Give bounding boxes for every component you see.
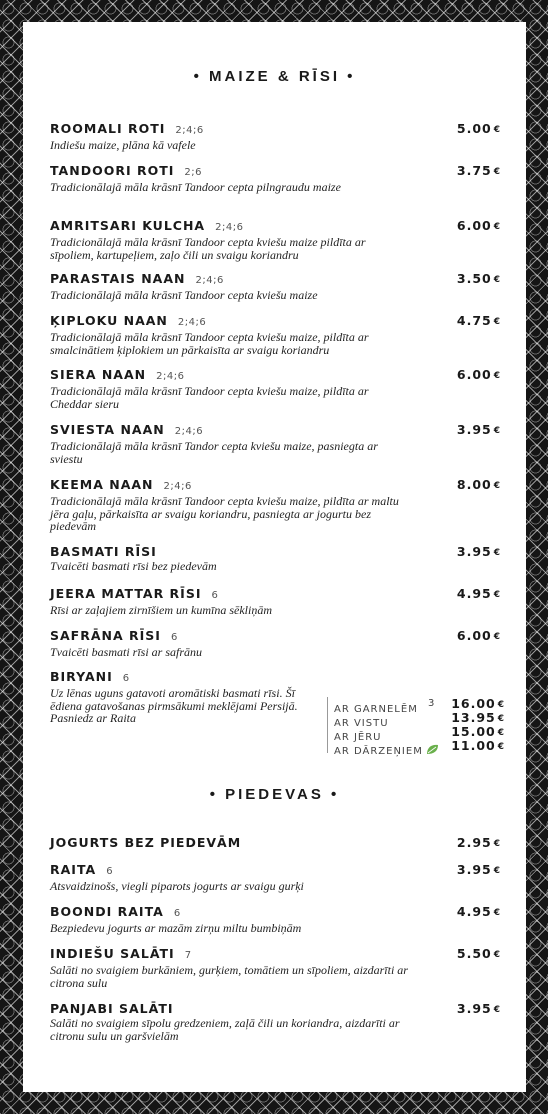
menu-item-description: Tvaicēti basmati rīsi bez piedevām (50, 559, 217, 573)
price-value: 3.95 (456, 1001, 492, 1016)
price-value: 2.95 (456, 835, 492, 850)
menu-item-price (457, 313, 500, 331)
section-title-bread-rice: • MAIZE & RĪSI • (193, 68, 356, 85)
menu-item-title: RAITA (50, 862, 97, 877)
currency-symbol: € (493, 866, 500, 876)
allergen-codes: 2;4;6 (174, 426, 204, 437)
menu-item-name (50, 121, 500, 138)
price-value: 3.95 (456, 544, 492, 559)
menu-item-name (50, 862, 500, 879)
section-title-sides: • PIEDEVAS • (209, 786, 340, 803)
menu-item-description: Salāti no svaigiem sīpolu gredzeniem, zaļā čili un koriandra, aizdarīti ar citronu sulu un garšvielām (50, 1016, 400, 1043)
menu-item-description: Rīsi ar zaļajiem zirnīšiem un kumīna sēkliņām (50, 603, 272, 617)
variant-price (451, 739, 504, 755)
menu-item (50, 544, 500, 573)
price-value: 6.00 (456, 628, 492, 643)
menu-item-description: Indiešu maize, plāna kā vafele (50, 138, 196, 152)
allergen-codes: 6 (170, 632, 178, 643)
menu-item-name (50, 218, 500, 235)
menu-item-price (457, 218, 500, 236)
price-value: 4.95 (456, 586, 492, 601)
menu-item-title: ĶIPLOKU NAAN (50, 313, 168, 328)
menu-item-name (50, 477, 500, 494)
menu-item-description: Tvaicēti basmati rīsi ar safrānu (50, 645, 203, 659)
menu-item-title: JOGURTS BEZ PIEDEVĀM (50, 835, 242, 850)
price-value: 3.95 (456, 862, 492, 877)
menu-item-name (50, 163, 500, 180)
menu-item-description: Salāti no svaigiem burkāniem, gurķiem, tomātiem un sīpoliem, aizdarīti ar citrona sulu (50, 963, 408, 990)
variant-label: AR VISTU (334, 718, 389, 729)
price-value: 15.00 (451, 724, 496, 739)
allergen-codes: 3 (428, 698, 435, 709)
menu-item-description: Tradicionālajā māla krāsnī Tandoor cepta kviešu maize, pildīta ar maltu jēra gaļu, pārkaisīta ar svaigu koriandru, pasniegta ar jogurtu bez piedevām (50, 494, 399, 533)
menu-card (23, 22, 526, 1092)
variant-label: AR JĒRU (334, 732, 382, 743)
currency-symbol: € (497, 742, 504, 752)
menu-item-name (50, 271, 500, 288)
currency-symbol: € (493, 426, 500, 436)
menu-item-title: PANJABI SALĀTI (50, 1001, 174, 1016)
allergen-codes: 6 (211, 590, 219, 601)
menu-item (50, 946, 500, 989)
biryani-variants (327, 696, 504, 757)
price-value: 16.00 (451, 696, 496, 711)
menu-item-title: BOONDI RAITA (50, 904, 164, 919)
menu-item-name (50, 367, 500, 384)
currency-symbol: € (497, 714, 504, 724)
menu-item (50, 628, 500, 659)
price-value: 4.95 (456, 904, 492, 919)
menu-item-title: AMRITSARI KULCHA (50, 218, 206, 233)
menu-item-title: PARASTAIS NAAN (50, 271, 186, 286)
menu-item-price (457, 422, 500, 440)
menu-item-name (50, 835, 500, 850)
menu-item (50, 367, 500, 410)
variant-label: AR DĀRZEŅIEM (334, 746, 423, 757)
menu-item (50, 218, 500, 261)
menu-item-price (457, 271, 500, 289)
currency-symbol: € (493, 590, 500, 600)
menu-item-description: Tradicionālajā māla krāsnī Tandoor cepta pilngraudu maize (50, 180, 341, 194)
menu-item-title: TANDOORI ROTI (50, 163, 175, 178)
menu-item (50, 163, 500, 194)
currency-symbol: € (493, 222, 500, 232)
menu-item-title: ROOMALI ROTI (50, 121, 166, 136)
menu-item-price (457, 477, 500, 495)
currency-symbol: € (493, 317, 500, 327)
menu-item-description: Tradicionālajā māla krāsnī Tandoor cepta kviešu maize pildīta ar sīpoliem, kartupeļiem, zaļo čili un svaigu koriandru (50, 235, 366, 262)
currency-symbol: € (493, 839, 500, 849)
menu-item-description: Tradicionālajā māla krāsnī Tandoor cepta kviešu maize (50, 288, 318, 302)
menu-item-price (457, 544, 500, 562)
menu-item-title: KEEMA NAAN (50, 477, 154, 492)
menu-item-description: Bezpiedevu jogurts ar mazām zirņu miltu bumbiņām (50, 921, 302, 935)
menu-item (50, 586, 500, 617)
allergen-codes: 2;4;6 (195, 275, 224, 286)
currency-symbol: € (493, 275, 500, 285)
currency-symbol: € (497, 700, 504, 710)
menu-item-price (457, 862, 500, 880)
menu-item (50, 271, 500, 302)
menu-item-price (457, 163, 500, 181)
menu-item-title: BIRYANI (50, 669, 113, 684)
menu-item (50, 422, 500, 465)
price-value: 3.95 (456, 422, 492, 437)
menu-item-price (457, 1001, 500, 1019)
menu-item-title: SVIESTA NAAN (50, 422, 165, 437)
menu-item-name (50, 946, 500, 963)
price-value: 5.00 (456, 121, 492, 136)
menu-item (50, 904, 500, 935)
menu-item-price (457, 121, 500, 139)
menu-item-name (50, 422, 500, 439)
menu-item (50, 835, 500, 850)
price-value: 8.00 (456, 477, 492, 492)
menu-item-price (457, 586, 500, 604)
variant-row (334, 724, 504, 743)
allergen-codes: 2;4;6 (215, 222, 244, 233)
menu-item-description: Tradicionālajā māla krāsnī Tandor cepta kviešu maize, pasniegta ar sviestu (50, 439, 378, 466)
menu-item-title: SIERA NAAN (50, 367, 147, 382)
menu-item-price (457, 835, 500, 853)
allergen-codes: 2;6 (184, 167, 202, 178)
currency-symbol: € (493, 632, 500, 642)
menu-item-price (457, 904, 500, 922)
price-value: 3.50 (456, 271, 492, 286)
menu-item-title: BASMATI RĪSI (50, 544, 157, 559)
menu-item-name (50, 669, 500, 686)
allergen-codes: 7 (184, 950, 192, 961)
menu-item (50, 313, 500, 356)
menu-item-description: Atsvaidzinošs, viegli piparots jogurts ar svaigu gurķi (50, 879, 304, 893)
allergen-codes: 2;4;6 (177, 317, 207, 328)
currency-symbol: € (493, 481, 500, 491)
price-value: 6.00 (456, 218, 492, 233)
menu-item-title: JEERA MATTAR RĪSI (50, 586, 202, 601)
vegetarian-leaf-icon (426, 744, 439, 755)
price-value: 4.75 (456, 313, 492, 328)
variant-label: AR GARNELĒM (334, 704, 418, 715)
currency-symbol: € (493, 167, 500, 177)
menu-item-price (457, 628, 500, 646)
allergen-codes: 6 (173, 908, 181, 919)
menu-item-price (457, 367, 500, 385)
menu-item-description: Tradicionālajā māla krāsnī Tandoor cepta kviešu maize, pildīta ar Cheddar sieru (50, 384, 369, 411)
menu-item-description: Tradicionālajā māla krāsnī Tandoor cepta kviešu maize, pildīta ar smalcinātiem ķiplokiem un pārkaisīta ar svaigu koriandru (50, 330, 369, 357)
menu-item (50, 121, 500, 152)
menu-item-name (50, 1001, 500, 1016)
variant-row (334, 696, 504, 715)
allergen-codes: 6 (122, 673, 130, 684)
currency-symbol: € (493, 950, 500, 960)
price-value: 6.00 (456, 367, 492, 382)
price-value: 11.00 (451, 738, 496, 753)
currency-symbol: € (493, 1005, 500, 1015)
variant-row (334, 738, 504, 757)
menu-item-name (50, 586, 500, 603)
allergen-codes: 2;4;6 (156, 371, 185, 382)
variant-row (334, 710, 504, 729)
menu-item-name (50, 628, 500, 645)
menu-item-name (50, 313, 500, 330)
allergen-codes: 2;4;6 (163, 481, 192, 492)
menu-item-name (50, 544, 500, 559)
currency-symbol: € (493, 908, 500, 918)
menu-item-description: Uz lēnas uguns gatavoti aromātiski basmati rīsi. Šī ēdiena gatavošanas pirmsākumi meklējami Persijā. Pasniedz ar Raita (50, 686, 298, 725)
price-value: 3.75 (456, 163, 492, 178)
menu-item (50, 477, 500, 533)
menu-item (50, 862, 500, 893)
allergen-codes: 6 (106, 866, 114, 877)
price-value: 5.50 (456, 946, 492, 961)
menu-item-title: INDIEŠU SALĀTI (50, 946, 175, 961)
allergen-codes: 2;4;6 (175, 125, 204, 136)
currency-symbol: € (497, 728, 504, 738)
currency-symbol: € (493, 125, 500, 135)
currency-symbol: € (493, 371, 500, 381)
menu-item-name (50, 904, 500, 921)
menu-item-price (457, 946, 500, 964)
currency-symbol: € (493, 548, 500, 558)
price-value: 13.95 (451, 710, 496, 725)
menu-item (50, 1001, 500, 1042)
menu-item-title: SAFRĀNA RĪSI (50, 628, 161, 643)
